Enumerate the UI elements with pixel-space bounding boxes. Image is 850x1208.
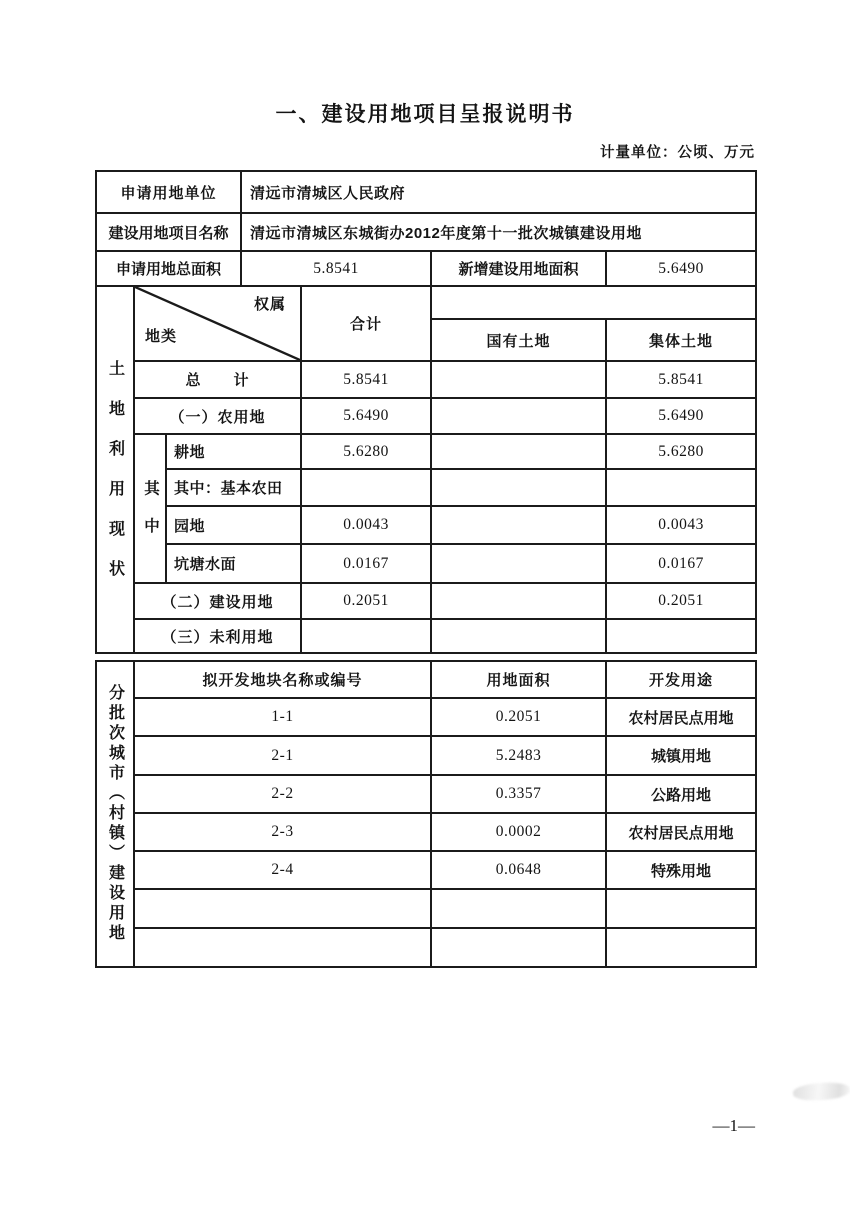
land-use-row-total — [96, 361, 756, 398]
block-area: 0.0648 — [431, 851, 606, 889]
block-name — [134, 928, 431, 967]
collective-value: 5.6490 — [606, 398, 756, 434]
total-area-value: 5.8541 — [241, 251, 431, 286]
batch-row — [96, 736, 756, 775]
collective-value: 5.6280 — [606, 434, 756, 469]
total-area-label: 申请用地总面积 — [96, 251, 241, 286]
row-name: （一）农用地 — [134, 398, 301, 434]
collective-value — [606, 469, 756, 506]
total-value: 0.0043 — [301, 506, 431, 544]
block-area: 0.3357 — [431, 775, 606, 813]
total-value: 0.0167 — [301, 544, 431, 583]
row-name: 园地 — [166, 506, 301, 544]
land-use-section-label: 土地利用现状 — [106, 359, 124, 600]
land-use-section-cell — [96, 286, 134, 653]
diagonal-header-cell — [134, 286, 301, 361]
batch-header-name: 拟开发地块名称或编号 — [134, 661, 431, 698]
block-use — [606, 889, 756, 928]
land-use-table — [95, 285, 757, 654]
state-value — [431, 544, 606, 583]
unit-note: 计量单位：公顷、万元 — [600, 145, 755, 161]
block-area: 0.0002 — [431, 813, 606, 851]
batch-header-use: 开发用途 — [606, 661, 756, 698]
collective-value: 5.8541 — [606, 361, 756, 398]
total-value: 0.2051 — [301, 583, 431, 619]
diagonal-label-ownership: 权属 — [253, 296, 286, 313]
state-value — [431, 469, 606, 506]
collective-value: 0.0043 — [606, 506, 756, 544]
batch-section-cell — [96, 661, 134, 967]
batch-row-empty — [96, 889, 756, 928]
block-name — [134, 889, 431, 928]
land-use-row-pond — [96, 544, 756, 583]
block-name: 2-1 — [134, 736, 431, 775]
land-use-row-basic-farmland — [96, 469, 756, 506]
batch-row — [96, 775, 756, 813]
row-name: 耕地 — [166, 434, 301, 469]
scan-smudge — [792, 1081, 850, 1102]
batch-table — [95, 660, 757, 968]
block-use: 农村居民点用地 — [606, 813, 756, 851]
batch-row-empty — [96, 928, 756, 967]
info-table — [95, 170, 757, 287]
land-use-row-construction — [96, 583, 756, 619]
land-use-row-cultivated — [96, 434, 756, 469]
block-use — [606, 928, 756, 967]
total-value: 5.6280 — [301, 434, 431, 469]
block-name: 2-3 — [134, 813, 431, 851]
total-value — [301, 469, 431, 506]
subgroup-label: 其中 — [142, 480, 159, 555]
block-name: 1-1 — [134, 698, 431, 736]
batch-section-label: 分批次城市（村镇）建设用地 — [106, 684, 124, 944]
block-area — [431, 889, 606, 928]
block-name: 2-2 — [134, 775, 431, 813]
state-value — [431, 619, 606, 653]
batch-row — [96, 813, 756, 851]
page-title: 一、建设用地项目呈报说明书 — [275, 103, 575, 126]
land-use-row-garden — [96, 506, 756, 544]
land-use-header-row-1 — [96, 286, 756, 319]
total-value: 5.8541 — [301, 361, 431, 398]
state-value — [431, 361, 606, 398]
row-name: （三）未利用地 — [134, 619, 301, 653]
state-value — [431, 583, 606, 619]
collective-value: 0.0167 — [606, 544, 756, 583]
row-name: （二）建设用地 — [134, 583, 301, 619]
batch-row — [96, 851, 756, 889]
land-use-row-unused — [96, 619, 756, 653]
applicant-value: 清远市清城区人民政府 — [241, 171, 756, 213]
state-value — [431, 434, 606, 469]
state-value — [431, 398, 606, 434]
batch-row — [96, 698, 756, 736]
total-value — [301, 619, 431, 653]
col-header-state: 国有土地 — [431, 319, 606, 361]
ownership-spanner-cell — [431, 286, 756, 319]
collective-value — [606, 619, 756, 653]
diagonal-label-landtype: 地类 — [145, 328, 178, 345]
block-use: 城镇用地 — [606, 736, 756, 775]
diagonal-wrap — [135, 287, 300, 360]
col-header-total: 合计 — [301, 286, 431, 361]
subgroup-cell — [134, 434, 166, 583]
new-area-label: 新增建设用地面积 — [431, 251, 606, 286]
new-area-value: 5.6490 — [606, 251, 756, 286]
block-use: 特殊用地 — [606, 851, 756, 889]
land-use-row-agricultural — [96, 398, 756, 434]
project-label: 建设用地项目名称 — [96, 213, 241, 251]
block-use: 公路用地 — [606, 775, 756, 813]
row-name: 总 计 — [134, 361, 301, 398]
block-name: 2-4 — [134, 851, 431, 889]
state-value — [431, 506, 606, 544]
project-value: 清远市清城区东城街办2012年度第十一批次城镇建设用地 — [241, 213, 756, 251]
col-header-collective: 集体土地 — [606, 319, 756, 361]
block-area: 5.2483 — [431, 736, 606, 775]
applicant-row — [96, 171, 756, 213]
batch-header-row — [96, 661, 756, 698]
row-name: 坑塘水面 — [166, 544, 301, 583]
total-value: 5.6490 — [301, 398, 431, 434]
block-area — [431, 928, 606, 967]
area-row — [96, 251, 756, 286]
block-use: 农村居民点用地 — [606, 698, 756, 736]
collective-value: 0.2051 — [606, 583, 756, 619]
applicant-label: 申请用地单位 — [96, 171, 241, 213]
block-area: 0.2051 — [431, 698, 606, 736]
project-row — [96, 213, 756, 251]
row-name: 其中：基本农田 — [166, 469, 301, 506]
batch-header-area: 用地面积 — [431, 661, 606, 698]
page-number: —1— — [712, 1116, 755, 1135]
